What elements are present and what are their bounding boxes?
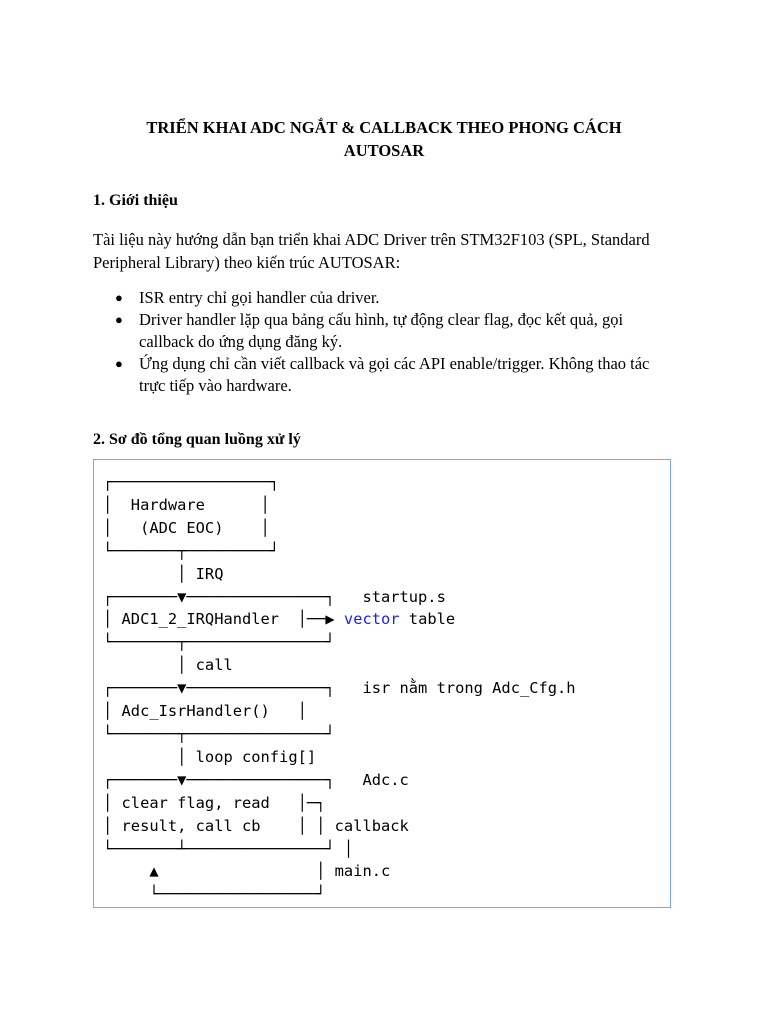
diagram-line: ┌─────────────────┐ (103, 473, 280, 491)
title-line-1: TRIỂN KHAI ADC NGẮT & CALLBACK THEO PHONG CÁCH (146, 118, 622, 137)
diagram-line: └───────┴───────────────┘ │ (103, 839, 354, 858)
diagram-line: ┌───────▼───────────────┐ startup.s (103, 587, 446, 606)
diagram-code-block (93, 459, 671, 908)
diagram-line: │ result, call cb │ │ callback (103, 816, 409, 835)
bullet-dot-icon: ● (115, 356, 123, 371)
diagram-line: │ call (103, 656, 233, 675)
diagram-line: │ IRQ (103, 564, 224, 583)
list-item-text: ISR entry chỉ gọi handler của driver. (139, 288, 380, 307)
diagram-line: │ (ADC EOC) │ (103, 518, 270, 537)
diagram-line: ┌───────▼───────────────┐ Adc.c (103, 770, 409, 789)
diagram-line: │ Adc_IsrHandler() │ (103, 702, 307, 721)
diagram-line: │ Hardware │ (103, 495, 270, 514)
diagram-line (103, 610, 455, 628)
vector-keyword: vector (343, 610, 400, 629)
diagram-line: └───────┬───────────────┘ (103, 724, 335, 743)
list-item (93, 353, 678, 397)
diagram-line: ┌───────▼───────────────┐ isr nằm trong Adc_Cfg.h (103, 679, 576, 698)
title-line-2: AUTOSAR (343, 141, 425, 160)
diagram-text (103, 471, 576, 906)
diagram-line-segment: │ ADC1_2_IRQHandler │──▶ (103, 610, 344, 629)
intro-paragraph: Tài liệu này hướng dẫn bạn triển khai ADC Driver trên STM32F103 (SPL, Standard Peripheral Library) theo kiến trúc AUTOSAR: (93, 230, 650, 272)
diagram-line-segment: table (399, 610, 456, 629)
bullet-list (93, 287, 678, 397)
list-item (93, 287, 678, 309)
bullet-dot-icon: ● (115, 290, 123, 305)
diagram-line: └─────────────────┘ (103, 885, 326, 904)
list-item-text: Ứng dụng chỉ cần viết callback và gọi các API enable/trigger. Không thao tác trực tiếp vào hardware. (139, 354, 650, 395)
diagram-line: ▲ │ main.c (103, 862, 391, 881)
list-item (93, 309, 678, 353)
list-item-text: Driver handler lặp qua bảng cấu hình, tự động clear flag, đọc kết quả, gọi callback do ứng dụng đăng ký. (139, 310, 624, 351)
page-title (96, 116, 672, 162)
diagram-line: │ clear flag, read │─┐ (103, 793, 326, 812)
diagram-line: └───────┬───────────────┘ (103, 633, 335, 652)
diagram-line: │ loop config[] (103, 747, 317, 766)
diagram-line: └───────┬─────────┘ (103, 541, 280, 560)
bullet-dot-icon: ● (115, 312, 123, 327)
section-heading-flow-diagram: 2. Sơ đồ tổng quan luồng xử lý (93, 431, 301, 448)
section-heading-introduction: 1. Giới thiệu (93, 192, 178, 209)
